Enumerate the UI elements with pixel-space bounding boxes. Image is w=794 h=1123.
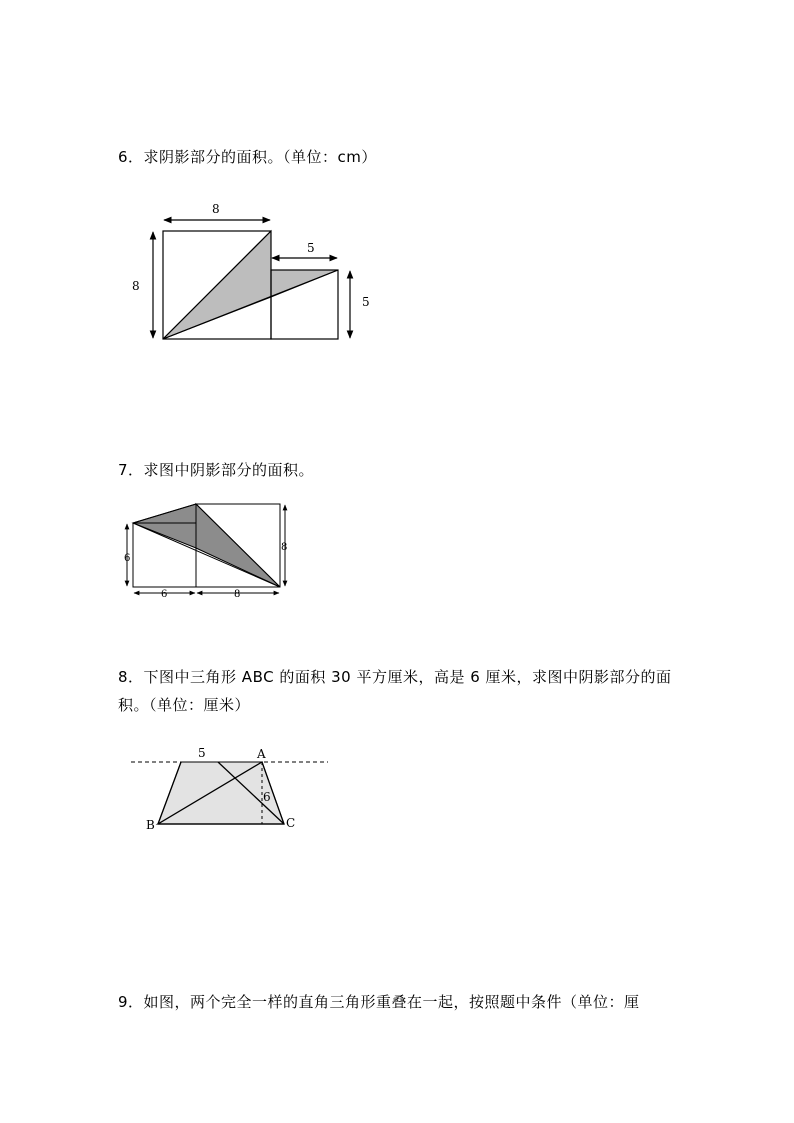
label-c: C xyxy=(286,816,296,830)
question-6-text: 6．求阴影部分的面积。（单位：cm） xyxy=(118,148,377,166)
figure-6 xyxy=(120,195,390,355)
shaded-triangle-left xyxy=(133,504,196,548)
label-bottom-left: 6 xyxy=(161,589,168,600)
question-7-text: 7．求图中阴影部分的面积。 xyxy=(118,461,315,479)
label-left: 8 xyxy=(132,279,140,293)
label-left: 6 xyxy=(124,553,131,564)
question-8-text: 8．下图中三角形 ABC 的面积 30 平方厘米，高是 6 厘米，求图中阴影部分的面积。（单位：厘米） xyxy=(118,668,672,714)
label-b: B xyxy=(146,818,155,832)
label-height: 6 xyxy=(263,790,271,804)
label-right-top: 5 xyxy=(307,241,315,255)
figure-8 xyxy=(125,740,335,835)
label-top: 5 xyxy=(198,746,206,760)
label-bottom-right: 8 xyxy=(234,589,241,600)
label-a: A xyxy=(257,747,266,761)
label-top: 8 xyxy=(212,202,220,216)
label-right: 5 xyxy=(362,295,370,309)
figure-7 xyxy=(115,495,300,605)
question-9-text: 9．如图，两个完全一样的直角三角形重叠在一起，按照题中条件（单位：厘 xyxy=(118,993,640,1011)
label-right: 8 xyxy=(281,542,288,553)
